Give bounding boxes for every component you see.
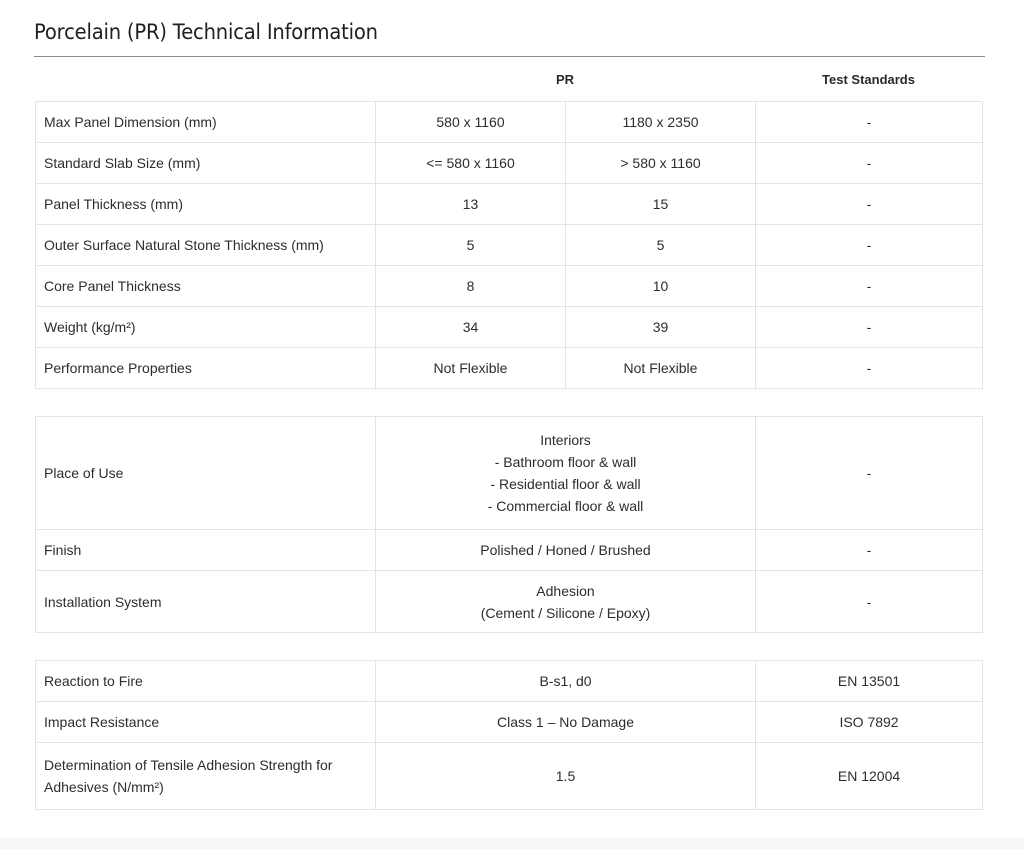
pr-value: 15: [566, 184, 756, 225]
page-title: Porcelain (PR) Technical Information: [34, 20, 378, 44]
place-of-use-value: [376, 417, 756, 530]
row-label: Performance Properties: [36, 348, 376, 389]
test-standard: -: [756, 184, 983, 225]
table-row: [36, 702, 983, 743]
text-line: Adhesion: [536, 582, 595, 599]
row-label: Impact Resistance: [36, 702, 376, 743]
table-row: [36, 266, 983, 307]
row-label: Panel Thickness (mm): [36, 184, 376, 225]
pr-value: 8: [376, 266, 566, 307]
pr-value: 13: [376, 184, 566, 225]
test-standard: -: [756, 530, 983, 571]
text-line: (Cement / Silicone / Epoxy): [480, 604, 651, 621]
usage-table: [35, 416, 983, 633]
test-standard: EN 12004: [756, 743, 983, 810]
pr-value: 39: [566, 307, 756, 348]
row-label: Max Panel Dimension (mm): [36, 102, 376, 143]
test-standard: -: [756, 571, 983, 633]
row-label: [36, 743, 376, 810]
pr-value: 34: [376, 307, 566, 348]
table-row: [36, 417, 983, 530]
performance-table: [35, 660, 983, 810]
row-label: Standard Slab Size (mm): [36, 143, 376, 184]
test-standard: -: [756, 266, 983, 307]
impact-value: Class 1 – No Damage: [376, 702, 756, 743]
title-divider: [34, 56, 985, 57]
column-header-test-standards: Test Standards: [822, 72, 915, 87]
test-standard: -: [756, 225, 983, 266]
text-line: - Commercial floor & wall: [487, 498, 644, 514]
text-line: Adhesives (N/mm²): [44, 779, 164, 795]
tensile-value: 1.5: [376, 743, 756, 810]
row-label: Installation System: [36, 571, 376, 633]
pr-value: > 580 x 1160: [566, 143, 756, 184]
test-standard: -: [756, 348, 983, 389]
test-standard: ISO 7892: [756, 702, 983, 743]
pr-value: <= 580 x 1160: [376, 143, 566, 184]
pr-value: Not Flexible: [566, 348, 756, 389]
table-row: [36, 348, 983, 389]
dimensions-table: [35, 101, 983, 389]
row-label: Place of Use: [36, 417, 376, 530]
row-label: Finish: [36, 530, 376, 571]
finish-value: Polished / Honed / Brushed: [376, 530, 756, 571]
text-line: Interiors: [540, 432, 591, 448]
column-header-pr: PR: [555, 72, 575, 87]
row-label: Outer Surface Natural Stone Thickness (mm): [36, 225, 376, 266]
pr-value: 10: [566, 266, 756, 307]
table-row: [36, 143, 983, 184]
footer-strip: [0, 838, 1024, 849]
table-row: [36, 184, 983, 225]
test-standard: -: [756, 143, 983, 184]
text-line: - Bathroom floor & wall: [494, 454, 637, 470]
pr-value: 580 x 1160: [376, 102, 566, 143]
text-line: Determination of Tensile Adhesion Strength for: [44, 757, 333, 773]
text-line: - Residential floor & wall: [490, 476, 641, 492]
pr-value: 5: [376, 225, 566, 266]
table-row: [36, 102, 983, 143]
row-label: Weight (kg/m²): [36, 307, 376, 348]
pr-value: Not Flexible: [376, 348, 566, 389]
table-row: [36, 571, 983, 633]
row-label: Reaction to Fire: [36, 661, 376, 702]
table-row: [36, 225, 983, 266]
test-standard: -: [756, 307, 983, 348]
test-standard: -: [756, 417, 983, 530]
row-label: Core Panel Thickness: [36, 266, 376, 307]
table-row: [36, 530, 983, 571]
table-row: [36, 743, 983, 810]
installation-system-value: [376, 571, 756, 633]
table-row: [36, 307, 983, 348]
test-standard: EN 13501: [756, 661, 983, 702]
pr-value: 1180 x 2350: [566, 102, 756, 143]
test-standard: -: [756, 102, 983, 143]
fire-value: B-s1, d0: [376, 661, 756, 702]
table-row: [36, 661, 983, 702]
pr-value: 5: [566, 225, 756, 266]
